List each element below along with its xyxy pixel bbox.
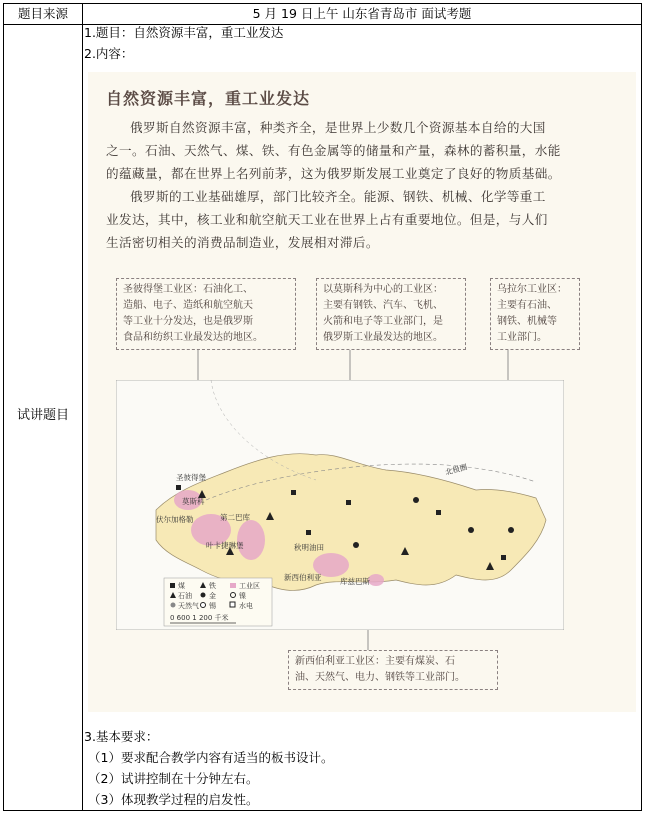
requirement-item: （2）试讲控制在十分钟左右。 (88, 771, 259, 786)
callout-line: 工业部门。 (497, 332, 547, 343)
callout-line: 食品和纺织工业最发达的地区。 (123, 332, 263, 343)
basic-requirements (84, 726, 634, 810)
callout-line: 钢铁、机械等 (497, 316, 557, 327)
callout-line: 主要有钢铁、汽车、飞机、 (323, 300, 443, 311)
map-label-stpetersburg: 圣彼得堡 (176, 473, 206, 482)
map-legend (164, 578, 272, 626)
requirements-label: 3.基本要求： (84, 729, 159, 744)
callout-line: 造船、电子、造纸和航空航天 (123, 300, 253, 311)
requirement-item: （3）体现教学过程的启发性。 (88, 792, 259, 807)
callout-line: 以莫斯科为中心的工业区： (323, 284, 443, 295)
paragraph-line: 的蕴藏量，都在世界上名列前茅，这为俄罗斯发展工业奠定了良好的物质基础。 (106, 166, 561, 181)
region-ural (237, 520, 265, 560)
callout-line: 乌拉尔工业区： (497, 284, 567, 295)
paragraph-line: 俄罗斯自然资源丰富，种类齐全，是世界上少数几个资源基本自给的大国 (130, 120, 546, 135)
callout-line: 新西伯利亚工业区：主要有煤炭、石 (295, 656, 455, 667)
callout-line: 圣彼得堡工业区：石油化工、 (123, 284, 253, 295)
row-label: 试讲题目 (16, 408, 69, 423)
callout-novosibirsk (288, 650, 498, 690)
map-label-arctic: 北极圈 (444, 462, 469, 477)
legend-iron: 铁 (209, 582, 216, 590)
legend-scale: 0 600 1 200 千米 (170, 614, 229, 622)
excerpt-title: 自然资源丰富，重工业发达 (106, 89, 311, 108)
legend-tin: 锡 (209, 602, 216, 610)
map-label-kuzbass: 库兹巴斯 (340, 577, 370, 586)
callout-ural (490, 278, 580, 350)
map-label-baku: 第二巴库 (220, 513, 250, 522)
legend-gold: 金 (209, 592, 216, 600)
callout-line: 油、天然气、电力、钢铁等工业部门。 (295, 672, 465, 683)
paragraph-line: 生活密切相关的消费品制造业，发展相对滞后。 (106, 235, 379, 250)
callout-moscow (316, 278, 466, 350)
map-label-tyumen: 秋明油田 (294, 543, 324, 552)
legend-coal: 煤 (178, 582, 185, 590)
source-label: 题目来源 (17, 6, 68, 21)
map-label-yekaterinburg: 叶卡捷琳堡 (206, 541, 244, 550)
legend-oil: 石油 (178, 592, 192, 600)
requirement-item: （1）要求配合教学内容有适当的板书设计。 (88, 750, 334, 765)
paragraph-line: 之一。石油、天然气、煤、铁、有色金属等的储量和产量，森林的蓄积量，水能 (106, 143, 561, 158)
legend-nickel: 镍 (239, 592, 246, 600)
column-divider (82, 4, 83, 810)
content-label: 2.内容： (84, 46, 134, 61)
topic-line: 1.题目：自然资源丰富，重工业发达 (84, 25, 284, 40)
question-content (84, 22, 634, 64)
callout-line: 俄罗斯工业最发达的地区。 (323, 332, 443, 343)
russia-industry-map (116, 380, 564, 630)
map-label-volgograd: 伏尔加格勒 (156, 515, 194, 524)
legend-region: 工业区 (239, 582, 260, 590)
map-label-novosibirsk: 新西伯利亚 (284, 573, 322, 582)
paragraph-line: 业发达，其中，核工业和航空航天工业在世界上占有重要地位。但是，与人们 (106, 212, 548, 227)
callout-line: 等工业十分发达，也是俄罗斯 (123, 316, 253, 327)
source-value: 5 月 19 日上午 山东省青岛市 面试考题 (252, 6, 472, 21)
callout-line: 火箭和电子等工业部门，是 (323, 316, 443, 327)
callout-line: 主要有石油、 (497, 300, 557, 311)
textbook-excerpt (88, 72, 636, 712)
paragraph-line: 俄罗斯的工业基础雄厚，部门比较齐全。能源、钢铁、机械、化学等重工 (130, 189, 546, 204)
legend-gas: 天然气 (178, 602, 199, 610)
map-label-moscow: 莫斯科 (182, 497, 205, 506)
callout-stpetersburg (116, 278, 296, 350)
legend-hydro: 水电 (239, 602, 253, 610)
